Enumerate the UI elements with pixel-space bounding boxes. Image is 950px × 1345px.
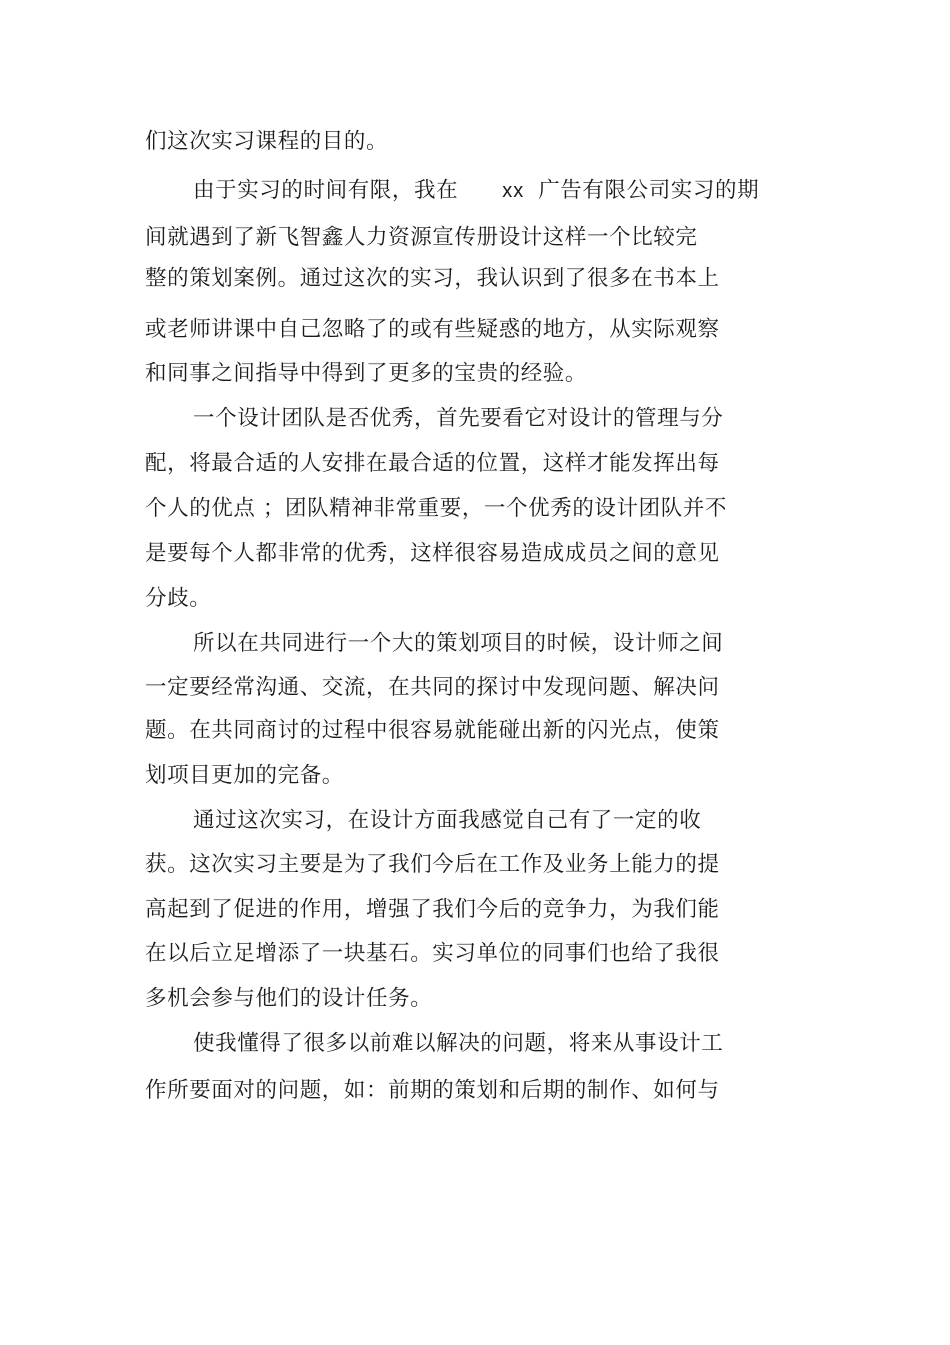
text-line	[193, 176, 759, 206]
text-line: 个人的优点 ；团队精神非常重要，一个优秀的设计团队并不	[145, 496, 728, 521]
text-line: 题。在共同商讨的过程中很容易就能碰出新的闪光点，使策	[145, 718, 720, 743]
text-line: 作所要面对的问题，如：前期的策划和后期的制作、如何与	[145, 1078, 720, 1103]
text-line: 在以后立足增添了一块基石。实习单位的同事们也给了我很	[145, 941, 720, 966]
text-span: 由于实习的时间有限，我在	[193, 178, 459, 203]
text-line: 一定要经常沟通、交流，在共同的探讨中发现问题、解决问	[145, 675, 720, 700]
text-line: 获。这次实习主要是为了我们今后在工作及业务上能力的提	[145, 852, 720, 877]
placeholder-text: xx	[502, 180, 525, 202]
text-line: 划项目更加的完备。	[145, 763, 344, 788]
text-line: 们这次实习课程的目的。	[145, 129, 389, 154]
text-line: 是要每个人都非常的优秀，这样很容易造成成员之间的意见	[145, 541, 720, 566]
text-line: 分歧。	[145, 586, 212, 611]
text-line: 所以在共同进行一个大的策划项目的时候，设计师之间	[193, 631, 724, 656]
text-span: 广告有限公司实习的期	[538, 178, 760, 203]
text-line: 使我懂得了很多以前难以解决的问题，将来从事设计工	[193, 1031, 724, 1056]
text-line: 或老师讲课中自己忽略了的或有些疑惑的地方，从实际观察	[145, 317, 720, 342]
text-line: 和同事之间指导中得到了更多的宝贵的经验。	[145, 361, 588, 386]
text-line: 多机会参与他们的设计任务。	[145, 986, 433, 1011]
text-line: 一个设计团队是否优秀，首先要看它对设计的管理与分	[193, 406, 724, 431]
text-line: 高起到了促进的作用，增强了我们今后的竞争力，为我们能	[145, 897, 720, 922]
text-line: 配，将最合适的人安排在最合适的位置，这样才能发挥出每	[145, 451, 720, 476]
text-line: 通过这次实习，在设计方面我感觉自己有了一定的收	[193, 808, 702, 833]
text-line: 整的策划案例。通过这次的实习，我认识到了很多在书本上	[145, 266, 720, 291]
text-line: 间就遇到了新飞智鑫人力资源宣传册设计这样一个比较完	[145, 225, 698, 250]
